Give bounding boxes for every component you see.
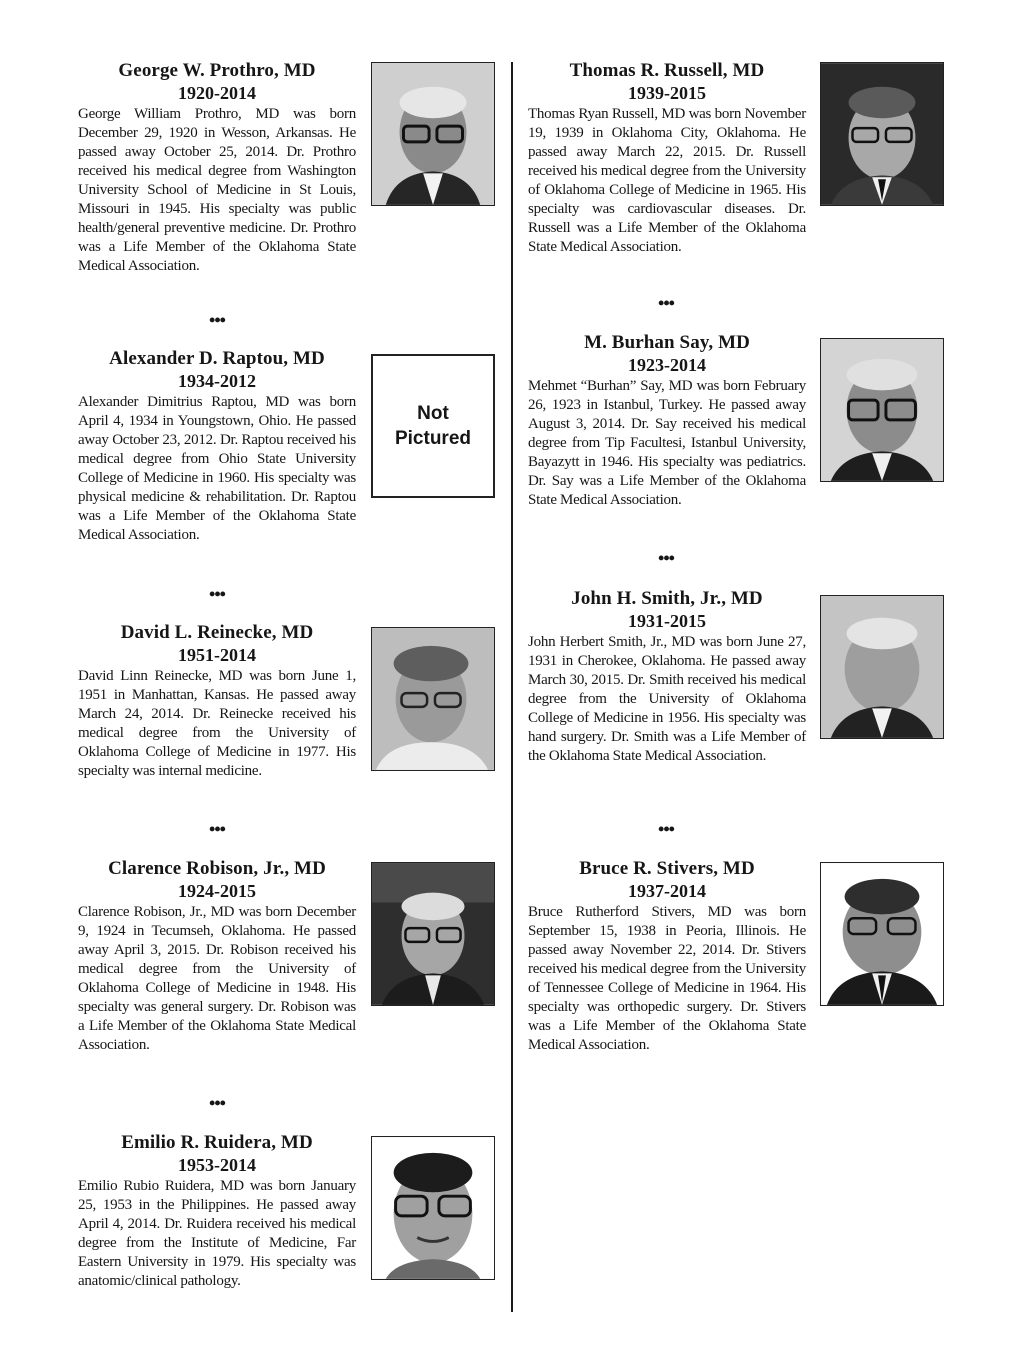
life-years: 1924-2015 — [178, 881, 256, 901]
obituary-text: Thomas Ryan Russell, MD was born November 19, 1939 in Oklahoma City, Oklahoma. He passed away March 22, 2015. Dr. Russell received his medical degree from the University of Oklahoma College of Medicine in 1965. His specialty was cardiovascular diseases. Dr. Russell was a Life Member of the Oklahoma State Medical Association. — [528, 106, 806, 255]
entry-separator: ••• — [209, 310, 225, 330]
not-pictured-line1: Not — [417, 403, 449, 424]
portrait-photo — [371, 627, 495, 771]
not-pictured-line2: Pictured — [394, 428, 472, 449]
life-years: 1939-2015 — [628, 83, 706, 103]
portrait-photo — [371, 1136, 495, 1280]
portrait-image — [372, 63, 494, 205]
portrait-image — [821, 63, 943, 205]
life-years: 1931-2015 — [628, 611, 706, 631]
obituary-stivers — [528, 858, 806, 1055]
physician-name: John H. Smith, Jr., MD — [571, 588, 763, 609]
entry-separator: ••• — [209, 819, 225, 839]
portrait-image — [821, 339, 943, 481]
obituary-say — [528, 332, 806, 510]
portrait-image — [372, 1137, 494, 1279]
column-divider — [511, 62, 513, 1312]
portrait-image — [821, 596, 943, 738]
obituary-reinecke — [78, 622, 356, 781]
obituary-smith — [528, 588, 806, 766]
obituary-text: Emilio Rubio Ruidera, MD was born January 25, 1953 in the Philippines. He passed away April 4, 2014. Dr. Ruidera received his medical degree from the Institute of Medicine, Far Eastern University in 1979. His specialty was anatomic/clinical pathology. — [78, 1178, 356, 1289]
portrait-photo — [820, 595, 944, 739]
life-years: 1934-2012 — [178, 371, 256, 391]
portrait-image — [372, 628, 494, 770]
portrait-image — [821, 863, 943, 1005]
portrait-photo — [371, 862, 495, 1006]
obituary-text: Alexander Dimitrius Raptou, MD was born April 4, 1934 in Youngstown, Ohio. He passed away October 23, 2012. Dr. Raptou received his medical degree from Ohio State University College of Medicine in 1960. His specialty was physical medicine & rehabilitation. Dr. Raptou was a Life Member of the Oklahoma State Medical Association. — [78, 394, 356, 543]
obituary-text: David Linn Reinecke, MD was born June 1, 1951 in Manhattan, Kansas. He passed away March 24, 2014. Dr. Reinecke received his medical degree from the University of Oklahoma College of Medicine in 1977. His specialty was internal medicine. — [78, 668, 356, 779]
obituary-russell — [528, 60, 806, 257]
physician-name: Bruce R. Stivers, MD — [579, 858, 755, 879]
obituary-text: John Herbert Smith, Jr., MD was born June 27, 1931 in Cherokee, Oklahoma. He passed away March 30, 2015. Dr. Smith received his medical degree from the University of Oklahoma College of Medicine in 1956. His specialty was hand surgery. Dr. Smith was a Life Member of the Oklahoma State Medical Association. — [528, 634, 806, 764]
portrait-photo — [820, 62, 944, 206]
obituary-text: Mehmet “Burhan” Say, MD was born February 26, 1923 in Istanbul, Turkey. He passed away August 3, 2014. Dr. Say received his medical degree from Tip Facultesi, Istanbul University, Bayazytt in 1946. His specialty was pediatrics. Dr. Say was a Life Member of the Oklahoma State Medical Association. — [528, 378, 806, 508]
life-years: 1923-2014 — [628, 355, 706, 375]
obituary-raptou — [78, 348, 356, 545]
obituary-ruidera — [78, 1132, 356, 1291]
physician-name: George W. Prothro, MD — [118, 60, 316, 81]
physician-name: Emilio R. Ruidera, MD — [121, 1132, 313, 1153]
obituary-robison — [78, 858, 356, 1055]
portrait-photo — [820, 338, 944, 482]
entry-separator: ••• — [658, 819, 674, 839]
portrait-photo — [820, 862, 944, 1006]
life-years: 1920-2014 — [178, 83, 256, 103]
physician-name: David L. Reinecke, MD — [120, 622, 314, 643]
obituary-text: Clarence Robison, Jr., MD was born December 9, 1924 in Tecumseh, Oklahoma. He passed away April 3, 2015. Dr. Robison received his medical degree from the University of Oklahoma College of Medicine in 1948. His specialty was general surgery. Dr. Robison was a Life Member of the Oklahoma State Medical Association. — [78, 904, 356, 1053]
life-years: 1953-2014 — [178, 1155, 256, 1175]
physician-name: Alexander D. Raptou, MD — [109, 348, 325, 369]
obituary-text: Bruce Rutherford Stivers, MD was born September 15, 1938 in Peoria, Illinois. He passed away November 22, 2014. Dr. Stivers received his medical degree from the University of Tennessee College of Medicine in 1964. His specialty was orthopedic surgery. Dr. Stivers was a Life Member of the Oklahoma State Medical Association. — [528, 904, 806, 1053]
physician-name: Clarence Robison, Jr., MD — [108, 858, 326, 879]
life-years: 1951-2014 — [178, 645, 256, 665]
portrait-photo — [371, 62, 495, 206]
entry-separator: ••• — [658, 293, 674, 313]
entry-separator: ••• — [209, 1093, 225, 1113]
portrait-image — [372, 863, 494, 1005]
physician-name: M. Burhan Say, MD — [584, 332, 750, 353]
entry-separator: ••• — [658, 548, 674, 568]
entry-separator: ••• — [209, 584, 225, 604]
physician-name: Thomas R. Russell, MD — [569, 60, 765, 81]
obituary-prothro — [78, 60, 356, 276]
not-pictured-box — [371, 354, 495, 498]
obituary-text: George William Prothro, MD was born December 29, 1920 in Wesson, Arkansas. He passed away October 25, 2014. Dr. Prothro received his medical degree from Washington University School of Medicine in St Louis, Missouri in 1945. His specialty was public health/general preventive medicine. Dr. Prothro was a Life Member of the Oklahoma State Medical Association. — [78, 106, 356, 274]
life-years: 1937-2014 — [628, 881, 706, 901]
